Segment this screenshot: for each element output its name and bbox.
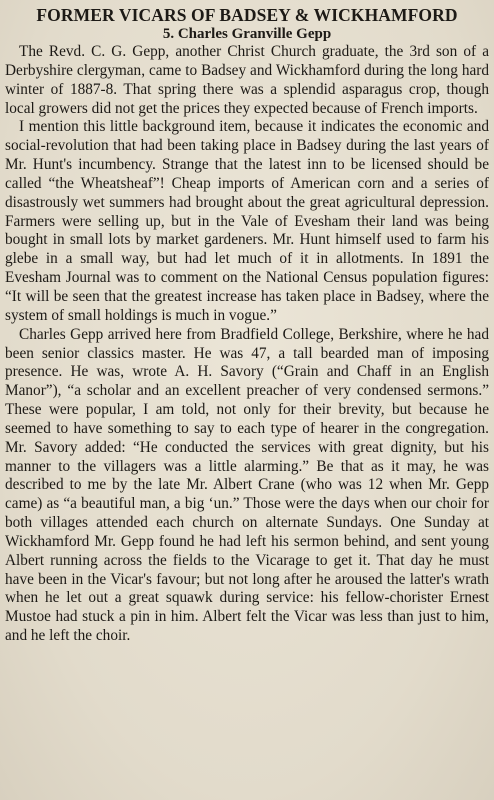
article-paragraph-2: I mention this little background item, because it indicates the economic and social-revolution that had been taking place in Badsey during the last years of Mr. Hunt's incumbency. Strange that the latest inn to be licensed should be called “the Wheatsheaf”! Cheap imports of American corn and a series of disastrously wet summers had brought about the great agricultural depression. Farmers were selling up, but in the Vale of Evesham their land was being bought in small lots by market gardeners. Mr. Hunt himself used to farm his glebe in a small way, but had let much of it in allotments. In 1891 the Evesham Journal was to comment on the National Census population figures: “It will be seen that the greatest increase has taken place in Badsey, where the system of small holdings is much in vogue.” — [5, 118, 489, 324]
article-title: FORMER VICARS OF BADSEY & WICKHAMFORD — [36, 5, 458, 25]
article-body — [5, 43, 489, 646]
article-paragraph-1: The Revd. C. G. Gepp, another Christ Church graduate, the 3rd son of a Derbyshire clergyman, came to Badsey and Wickhamford during the long hard winter of 1887-8. That spring there was a splendid asparagus crop, though local growers did not get the prices they expected because of French imports. — [5, 43, 489, 117]
article-paragraph-3: Charles Gepp arrived here from Bradfield College, Berkshire, where he had been senior classics master. He was 47, a tall bearded man of imposing presence. He was, wrote A. H. Savory (“Grain and Chaff in an English Manor”), “a scholar and an excellent preacher of very condensed sermons.” These were popular, I am told, not only for their brevity, but because he seemed to have something to say to each type of hearer in the congregation. Mr. Savory added: “He conducted the services with great dignity, but his manner to the villagers was a little alarming.” Be that as it may, he was described to me by the late Mr. Albert Crane (who was 12 when Mr. Gepp came) as “a beautiful man, a big ‘un.” Those were the days when our choir for both villages attended each church on alternate Sundays. One Sunday at Wickhamford Mr. Gepp found he had left his sermon behind, and sent young Albert running across the fields to the Vicarage to get it. That day he must have been in the Vicar's favour; but not long after he aroused the latter's wrath when he let out a great squawk during service: his fellow-chorister Ernest Mustoe had stuck a pin in him. Albert felt the Vicar was less than just to him, and he left the choir. — [5, 325, 489, 645]
article-subtitle: 5. Charles Granville Gepp — [162, 26, 332, 42]
